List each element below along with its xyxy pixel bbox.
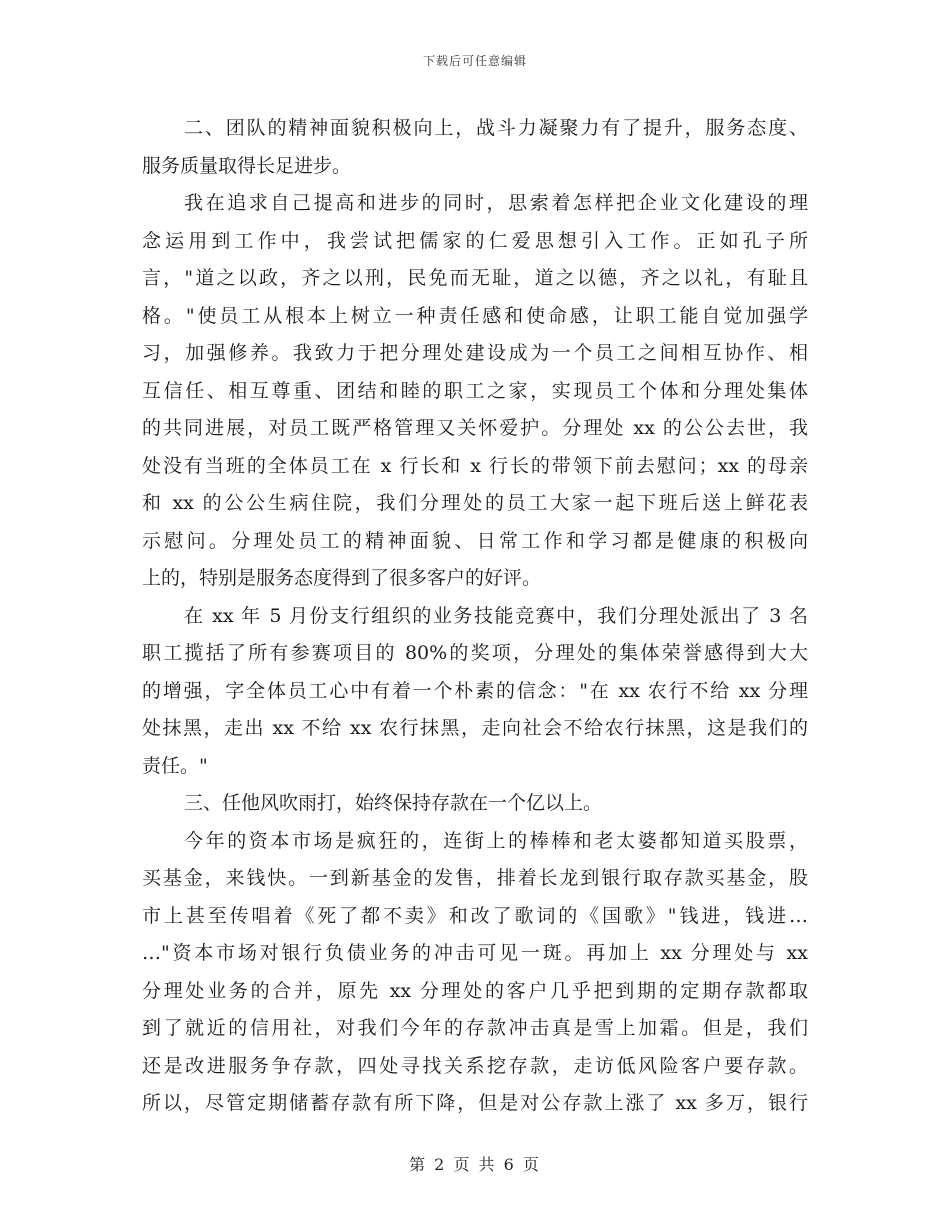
text-line: 二、团队的精神面貌积极向上，战斗力凝聚力有了提升，服务态度、 xyxy=(184,117,808,139)
text-line: 上的，特别是服务态度得到了很多客户的好评。 xyxy=(142,567,542,589)
text-line: 今年的资本市场是疯狂的，连街上的棒棒和老太婆都知道买股票， xyxy=(184,829,808,852)
header-note: 下载后可任意编辑 xyxy=(422,54,527,68)
text-line: …"资本市场对银行负债业务的冲击可见一斑。再加上 xx 分理处与 xx xyxy=(142,942,808,964)
text-line: 职工揽括了所有参赛项目的 80%的奖项，分理处的集体荣誉感得到大大 xyxy=(142,642,808,664)
text-line: 责任。" xyxy=(142,754,208,777)
text-line: 的共同进展，对员工既严格管理又关怀爱护。分理处 xx 的公公去世，我 xyxy=(142,417,808,439)
text-line: 示慰问。分理处员工的精神面貌、日常工作和学习都是健康的积极向 xyxy=(142,529,808,552)
text-line: 念运用到工作中，我尝试把儒家的仁爱思想引入工作。正如孔子所 xyxy=(142,229,808,252)
text-line: 所以，尽管定期储蓄存款有所下降，但是对公存款上涨了 xx 多万，银行 xyxy=(142,1092,808,1114)
text-line: 到了就近的信用社，对我们今年的存款冲击真是雪上加霜。但是，我们 xyxy=(142,1017,808,1039)
text-line: 我在追求自己提高和进步的同时，思索着怎样把企业文化建设的理 xyxy=(184,192,808,214)
text-line: 处抹黑，走出 xx 不给 xx 农行抹黑，走向社会不给农行抹黑，这是我们的 xyxy=(142,717,808,739)
text-line: 服务质量取得长足进步。 xyxy=(142,154,352,177)
document-body xyxy=(142,110,808,1123)
text-line: 处没有当班的全体员工在 x 行长和 x 行长的带领下前去慰问；xx 的母亲 xyxy=(142,454,808,477)
text-line: 三、任他风吹雨打，始终保持存款在一个亿以上。 xyxy=(184,792,603,814)
text-line: 格。"使员工从根本上树立一种责任感和使命感，让职工能自觉加强学 xyxy=(142,304,808,327)
text-line: 在 xx 年 5 月份支行组织的业务技能竞赛中，我们分理处派出了 3 名 xyxy=(184,604,808,627)
page-number: 第 2 页 共 6 页 xyxy=(409,1155,541,1174)
text-line: 互信任、相互尊重、团结和睦的职工之家，实现员工个体和分理处集体 xyxy=(142,379,808,402)
text-line: 市上甚至传唱着《死了都不卖》和改了歌词的《国歌》"钱进，钱进… xyxy=(142,904,808,927)
text-line: 分理处业务的合并，原先 xx 分理处的客户几乎把到期的定期存款都取 xyxy=(142,979,808,1002)
text-line: 和 xx 的公公生病住院，我们分理处的员工大家一起下班后送上鲜花表 xyxy=(142,492,808,514)
text-line: 的增强，字全体员工心中有着一个朴素的信念："在 xx 农行不给 xx 分理 xyxy=(142,679,808,702)
text-line: 言，"道之以政，齐之以刑，民免而无耻，道之以德，齐之以礼，有耻且 xyxy=(142,267,808,289)
text-line: 习，加强修养。我致力于把分理处建设成为一个员工之间相互协作、相 xyxy=(142,342,808,364)
text-line: 还是改进服务争存款，四处寻找关系挖存款，走访低风险客户要存款。 xyxy=(142,1054,808,1077)
text-line: 买基金，来钱快。一到新基金的发售，排着长龙到银行取存款买基金，股 xyxy=(142,867,808,889)
